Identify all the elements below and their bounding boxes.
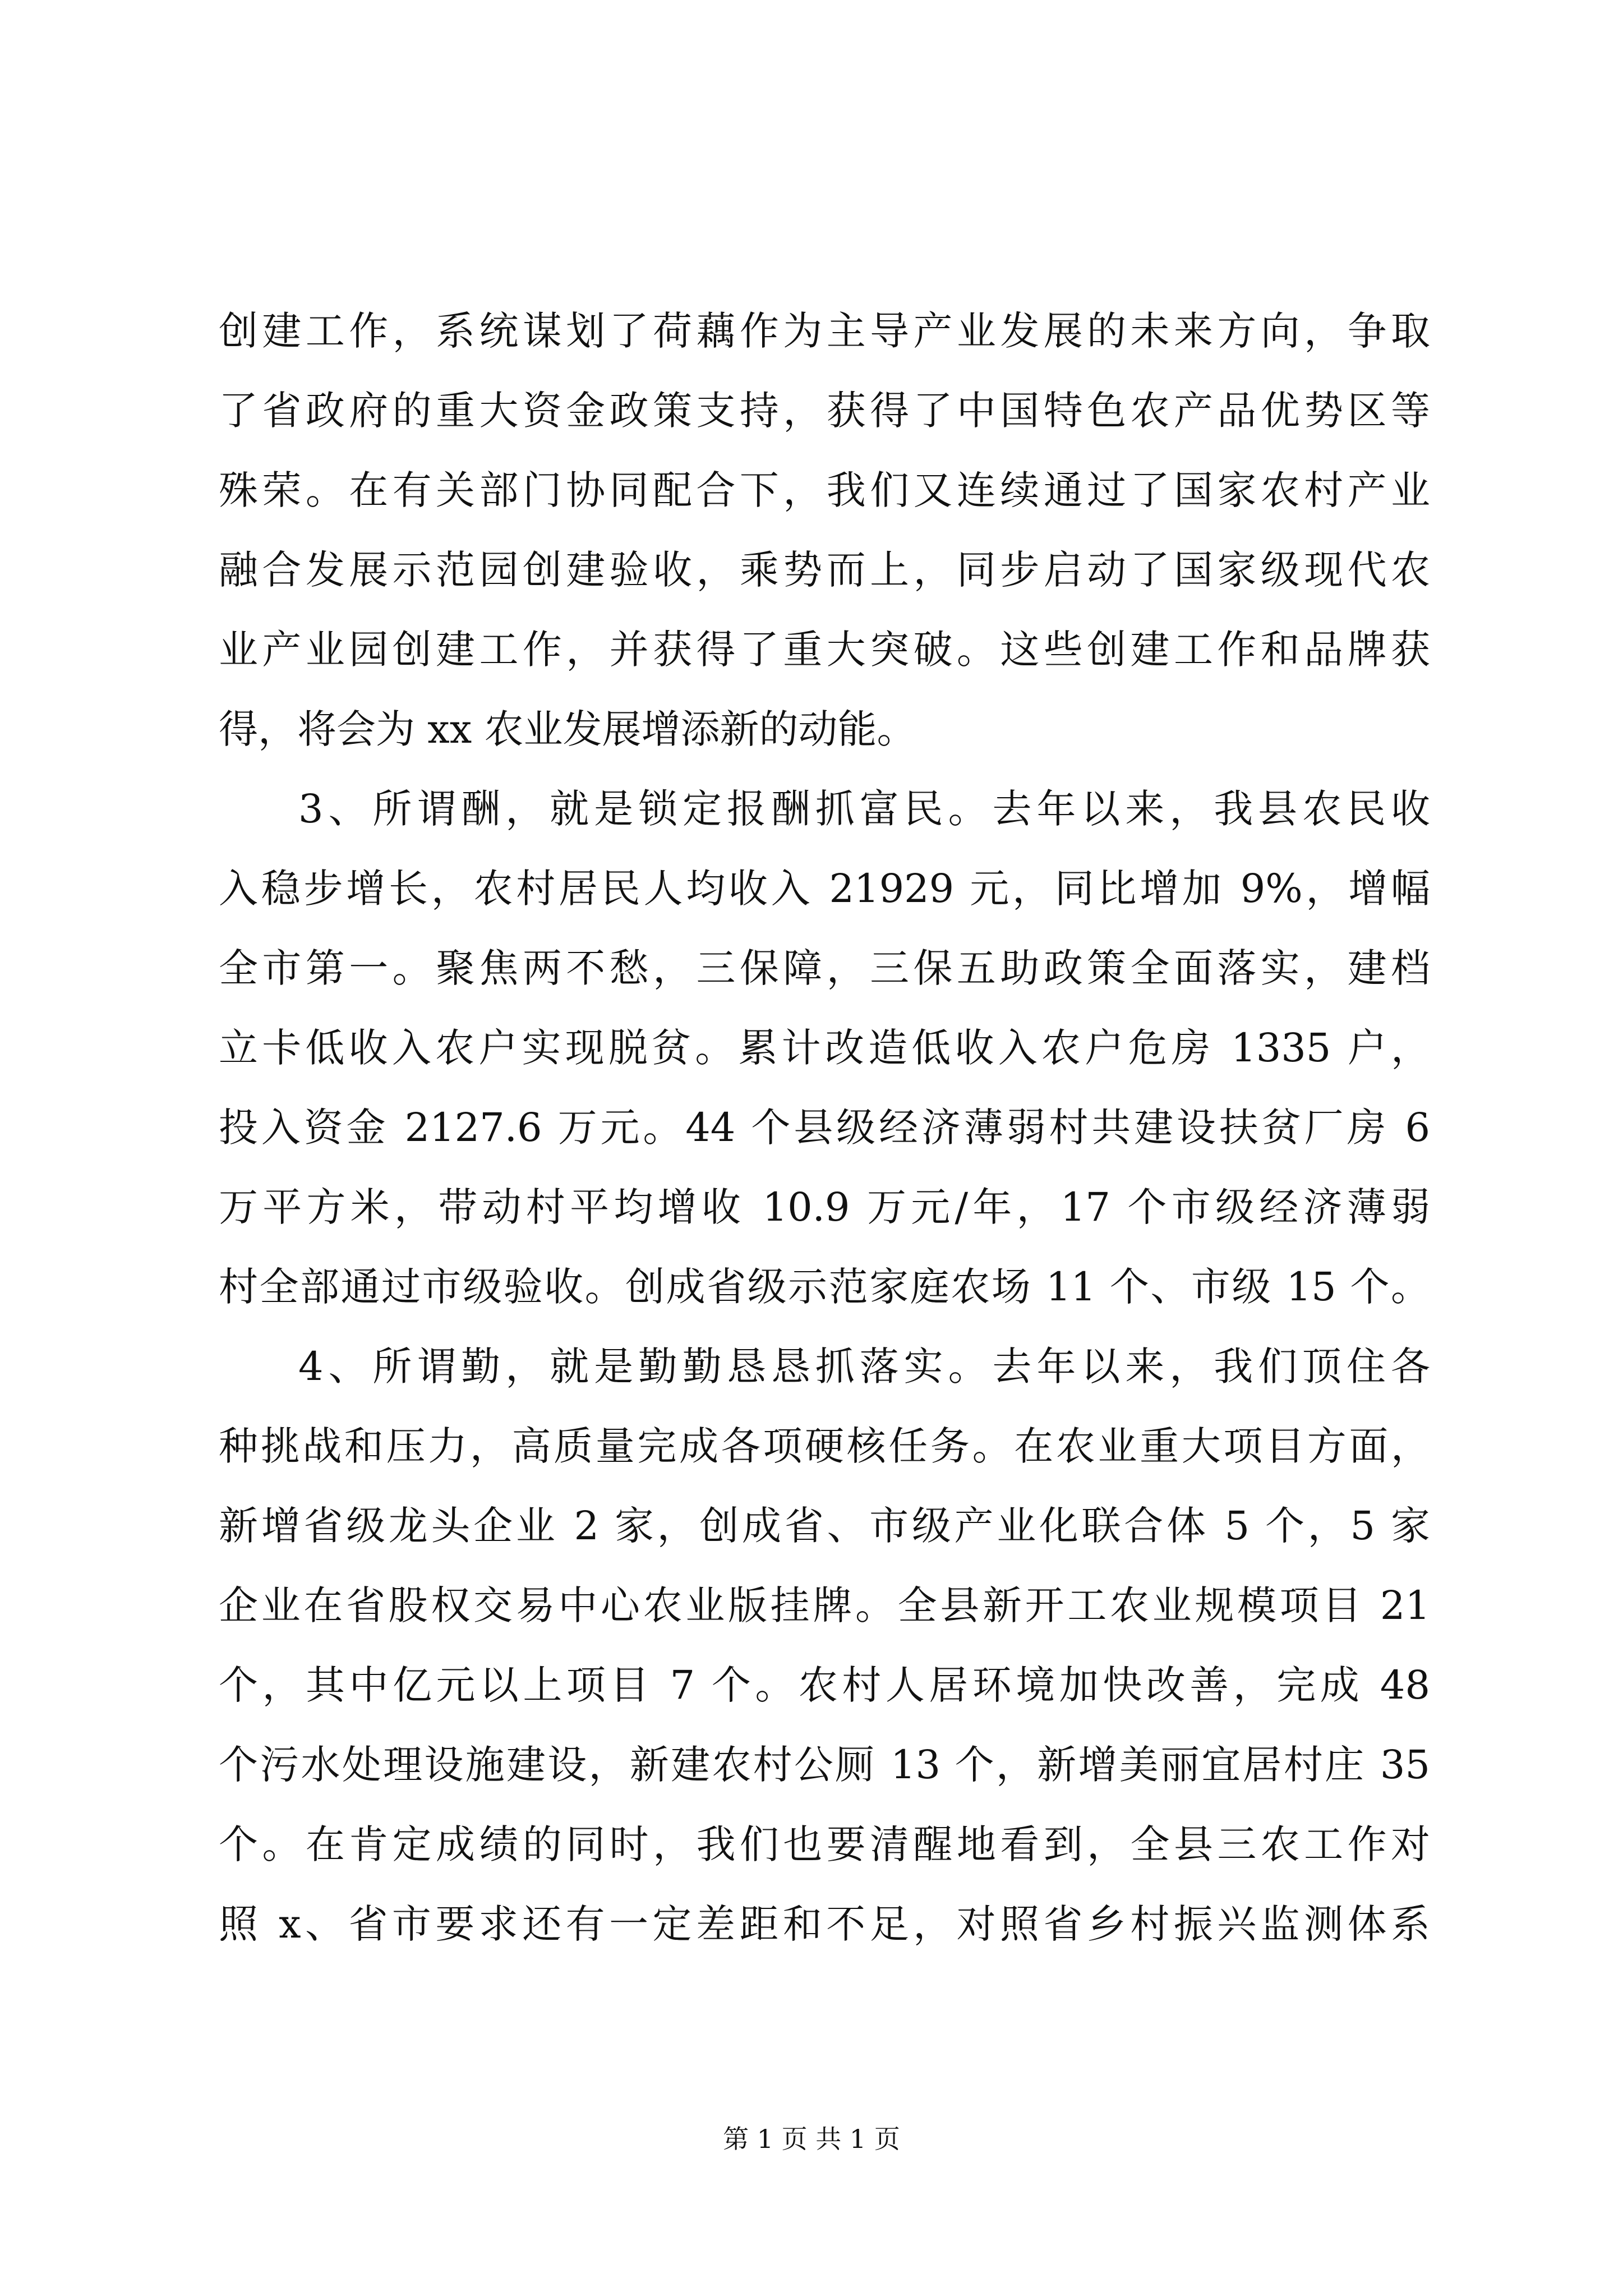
text-line: 种挑战和压力，高质量完成各项硬核任务。在农业重大项目方面， [219,1423,1430,1469]
text-line: 新增省级龙头企业 2 家，创成省、市级产业化联合体 5 个，5 家 [219,1503,1430,1549]
text-line: 企业在省股权交易中心农业版挂牌。全县新开工农业规模项目 21 [219,1582,1430,1628]
text-line: 入稳步增长，农村居民人均收入 21929 元，同比增加 9%，增幅 [219,866,1430,912]
text-line: 了省政府的重大资金政策支持，获得了中国特色农产品优势区等 [219,388,1430,434]
text-line: 村全部通过市级验收。创成省级示范家庭农场 11 个、市级 15 个。 [219,1264,1430,1310]
text-line: 立卡低收入农户实现脱贫。累计改造低收入农户危房 1335 户， [219,1025,1430,1071]
paragraph-3-first-line: 3、所谓酬，就是锁定报酬抓富民。去年以来，我县农民收 [298,786,1430,832]
text-line: 全市第一。聚焦两不愁，三保障，三保五助政策全面落实，建档 [219,945,1430,991]
paragraph-4-first-line: 4、所谓勤，就是勤勤恳恳抓落实。去年以来，我们顶住各 [298,1343,1430,1389]
text-line: 个，其中亿元以上项目 7 个。农村人居环境加快改善，完成 48 [219,1662,1430,1708]
text-line: 得，将会为 xx 农业发展增添新的动能。 [219,706,916,752]
text-line: 殊荣。在有关部门协同配合下，我们又连续通过了国家农村产业 [219,467,1430,513]
text-line: 投入资金 2127.6 万元。44 个县级经济薄弱村共建设扶贫厂房 6 [219,1105,1430,1151]
text-line: 创建工作，系统谋划了荷藕作为主导产业发展的未来方向，争取 [219,308,1430,354]
text-line: 个。在肯定成绩的同时，我们也要清醒地看到，全县三农工作对 [219,1821,1430,1867]
text-line: 融合发展示范园创建验收，乘势而上，同步启动了国家级现代农 [219,547,1430,593]
text-line: 照 x、省市要求还有一定差距和不足，对照省乡村振兴监测体系 [219,1901,1430,1947]
text-line: 万平方米，带动村平均增收 10.9 万元/年，17 个市级经济薄弱 [219,1184,1430,1230]
page-number-footer: 第 1 页 共 1 页 [723,2124,900,2154]
text-line: 个污水处理设施建设，新建农村公厕 13 个，新增美丽宜居村庄 35 [219,1742,1430,1788]
text-line: 业产业园创建工作，并获得了重大突破。这些创建工作和品牌获 [219,627,1430,673]
